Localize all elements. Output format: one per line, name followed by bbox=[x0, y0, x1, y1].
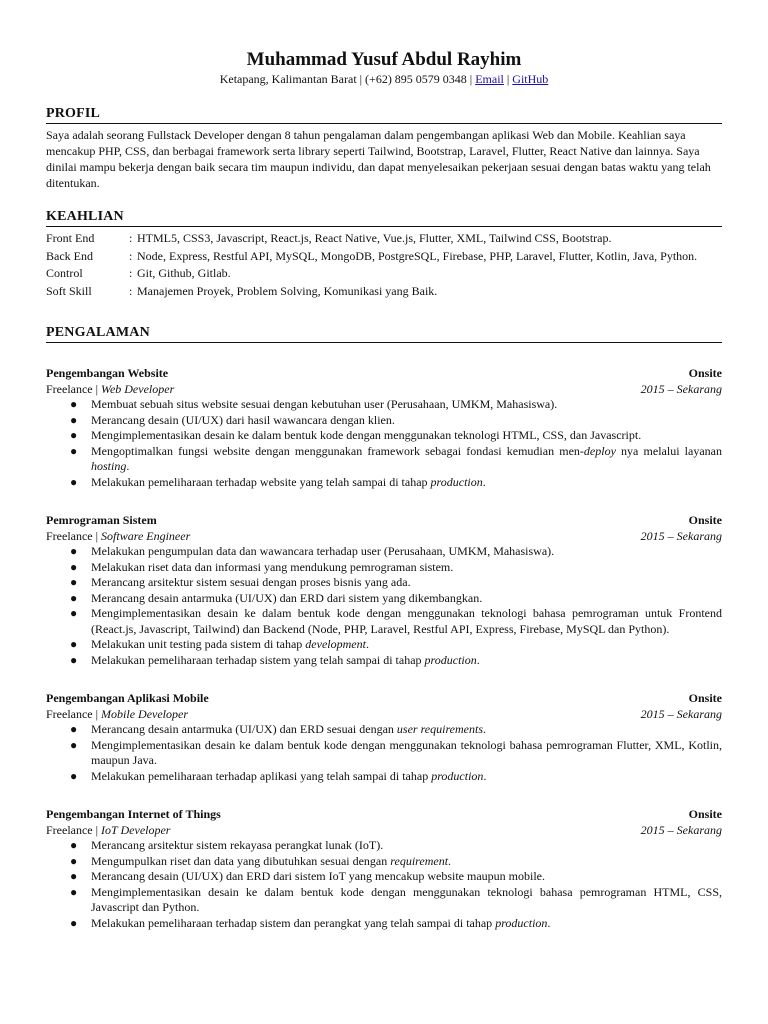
bullet-text: production bbox=[430, 474, 483, 489]
section-heading-pengalaman: PENGALAMAN bbox=[46, 324, 722, 343]
bullet-text: Mengoptimalkan fungsi website dengan menggunakan framework sebagai fondasi kemudian men- bbox=[91, 443, 584, 458]
bullet-item bbox=[46, 885, 722, 916]
bullet-text: Mengumpulkan riset dan data yang dibutuhkan sesuai dengan bbox=[91, 853, 391, 868]
skill-category: Front End bbox=[46, 231, 95, 245]
bullet-text: . bbox=[483, 768, 487, 783]
bullet-dot: ● bbox=[70, 397, 78, 411]
job-location: Onsite bbox=[688, 366, 722, 380]
job-title: Pengembangan Internet of Things bbox=[46, 807, 221, 821]
skills-list bbox=[46, 230, 722, 299]
skill-values: Manajemen Proyek, Problem Solving, Komunikasi yang Baik. bbox=[137, 283, 438, 298]
job-period: 2015 – Sekarang bbox=[640, 823, 722, 837]
skill-category: Control bbox=[46, 266, 83, 280]
bullet-text: Melakukan pemeliharaan terhadap sistem yang telah sampai di tahap bbox=[91, 652, 425, 667]
job-title: Pemrograman Sistem bbox=[46, 513, 157, 527]
bullet-text: . bbox=[476, 652, 480, 667]
contact-line bbox=[0, 71, 768, 87]
bullet-item bbox=[46, 560, 722, 576]
skill-category: Back End bbox=[46, 248, 93, 263]
skill-values: HTML5, CSS3, Javascript, React.js, React Native, Vue.js, Flutter, XML, Tailwind CSS, Bootstrap. bbox=[137, 231, 612, 245]
bullet-text: nya melalui layanan bbox=[615, 443, 722, 458]
bullet-text: deploy bbox=[583, 443, 616, 458]
bullet-text: . bbox=[547, 915, 551, 930]
resume-body bbox=[46, 105, 722, 931]
bullet-item bbox=[46, 428, 722, 444]
skill-row bbox=[46, 230, 722, 247]
contact-separator: | bbox=[503, 72, 513, 86]
bullet-item bbox=[46, 397, 722, 413]
job-period: 2015 – Sekarang bbox=[640, 529, 722, 543]
bullet-dot: ● bbox=[70, 428, 78, 442]
bullet-text: Melakukan pengumpulan data dan wawancara terhadap user (Perusahaan, UMKM, Mahasiswa). bbox=[91, 544, 555, 558]
bullet-item bbox=[46, 475, 722, 491]
section-heading-keahlian: KEAHLIAN bbox=[46, 208, 722, 227]
resume-header bbox=[0, 0, 768, 87]
section-heading-profil: PROFIL bbox=[46, 105, 722, 124]
bullet-text: production bbox=[431, 768, 484, 783]
job-company: Freelance | bbox=[46, 382, 102, 396]
bullet-text: Merancang desain (UI/UX) dari hasil wawancara dengan klien. bbox=[91, 412, 395, 427]
skill-row bbox=[46, 283, 722, 300]
job-role: Mobile Developer bbox=[101, 707, 189, 721]
skill-colon: : bbox=[129, 283, 133, 298]
job-subheader bbox=[46, 822, 722, 838]
job-role: Software Engineer bbox=[101, 529, 191, 543]
bullet-dot: ● bbox=[70, 722, 78, 736]
job-bullets bbox=[46, 544, 722, 668]
experience-entry bbox=[46, 690, 722, 784]
profil-text: Saya adalah seorang Fullstack Developer dengan 8 tahun pengalaman dalam pengembangan aplikasi Web dan Mobile. Keahlian saya mencakup PHP, CSS, dan berbagai framework serta library seperti Tailwind, Bootstrap, Laravel, Flutter, React Native dan lainnya. Saya dinilai mampu bekerja dengan baik secara tim maupun individu, dan dapat menyelesaikan pekerjaan sesuai dengan batas waktu yang telah ditentukan. bbox=[46, 128, 711, 190]
job-bullets bbox=[46, 838, 722, 931]
job-header bbox=[46, 365, 722, 381]
skill-colon: : bbox=[129, 266, 133, 280]
bullet-dot: ● bbox=[70, 474, 78, 489]
bullet-dot: ● bbox=[70, 590, 78, 605]
bullet-text: Melakukan pemeliharaan terhadap website yang telah sampai di tahap bbox=[91, 474, 431, 489]
bullet-text: Merancang desain antarmuka (UI/UX) dan ERD dari sistem yang dikembangkan. bbox=[91, 590, 483, 605]
job-title: Pengembangan Aplikasi Mobile bbox=[46, 691, 209, 705]
bullet-dot: ● bbox=[70, 443, 78, 458]
bullet-text: hosting bbox=[91, 459, 127, 473]
bullet-dot: ● bbox=[70, 575, 78, 589]
skill-colon: : bbox=[129, 231, 133, 245]
experience-entry bbox=[46, 806, 722, 931]
github-link[interactable]: GitHub bbox=[512, 72, 549, 86]
job-header bbox=[46, 512, 722, 528]
bullet-dot: ● bbox=[70, 768, 78, 783]
bullet-dot: ● bbox=[70, 606, 78, 620]
bullet-item bbox=[46, 413, 722, 429]
skill-category: Soft Skill bbox=[46, 283, 92, 298]
bullet-text: Mengimplementasikan desain ke dalam bentuk kode dengan menggunakan teknologi HTML, CSS, dan Javascript. bbox=[91, 428, 642, 442]
job-role: Web Developer bbox=[101, 382, 175, 396]
bullet-text: Melakukan pemeliharaan terhadap sistem dan perangkat yang telah sampai di tahap bbox=[91, 915, 496, 930]
job-subheader bbox=[46, 381, 722, 397]
bullet-dot: ● bbox=[70, 559, 78, 574]
job-subheader bbox=[46, 706, 722, 722]
job-bullets bbox=[46, 397, 722, 490]
bullet-item bbox=[46, 606, 722, 637]
bullet-text: production bbox=[495, 915, 548, 930]
skill-row bbox=[46, 248, 722, 265]
skill-colon: : bbox=[129, 248, 133, 263]
job-company: Freelance | bbox=[46, 529, 102, 543]
bullet-item bbox=[46, 738, 722, 769]
bullet-item bbox=[46, 838, 722, 854]
bullet-text: . bbox=[483, 722, 487, 736]
bullet-dot: ● bbox=[70, 737, 78, 752]
job-location: Onsite bbox=[688, 513, 722, 527]
bullet-dot: ● bbox=[70, 412, 78, 427]
bullet-dot: ● bbox=[70, 838, 78, 852]
experience-entry bbox=[46, 512, 722, 668]
bullet-dot: ● bbox=[70, 853, 78, 868]
job-header bbox=[46, 690, 722, 706]
job-company: Freelance | bbox=[46, 707, 102, 721]
bullet-text: Mengimplementasikan desain ke dalam bentuk kode dengan menggunakan teknologi bahasa pemrograman HTML, CSS, Javascript dan Python. bbox=[91, 884, 722, 914]
job-role: IoT Developer bbox=[101, 823, 171, 837]
bullet-text: . bbox=[126, 459, 130, 473]
job-title: Pengembangan Website bbox=[46, 366, 169, 380]
skill-values: Node, Express, Restful API, MySQL, MongoDB, PostgreSQL, Firebase, PHP, Laravel, Flutter, Kotlin, Java, Python. bbox=[137, 248, 698, 263]
job-header bbox=[46, 806, 722, 822]
bullet-text: Merancang arsitektur sistem sesuai dengan proses bisnis yang ada. bbox=[91, 575, 411, 589]
bullet-text: Melakukan unit testing pada sistem di tahap bbox=[91, 637, 306, 651]
bullet-item bbox=[46, 575, 722, 591]
bullet-text: Membuat sebuah situs website sesuai dengan kebutuhan user (Perusahaan, UMKM, Mahasiswa). bbox=[91, 397, 558, 411]
bullet-text: production bbox=[424, 652, 477, 667]
bullet-dot: ● bbox=[70, 884, 78, 899]
bullet-text: requirement bbox=[390, 853, 449, 868]
job-location: Onsite bbox=[688, 691, 722, 705]
experience-entry bbox=[46, 365, 722, 490]
bullet-text: development bbox=[305, 637, 366, 651]
bullet-text: . bbox=[482, 474, 486, 489]
bullet-dot: ● bbox=[70, 637, 78, 651]
candidate-name: Muhammad Yusuf Abdul Rayhim bbox=[246, 49, 522, 70]
bullet-item bbox=[46, 591, 722, 607]
bullet-text: Melakukan riset data dan informasi yang mendukung pemrograman sistem. bbox=[91, 559, 454, 574]
bullet-text: Melakukan pemeliharaan terhadap aplikasi yang telah sampai di tahap bbox=[91, 768, 432, 783]
bullet-text: Merancang desain (UI/UX) dan ERD dari sistem IoT yang mencakup website maupun mobile. bbox=[91, 869, 545, 883]
bullet-item bbox=[46, 854, 722, 870]
bullet-text: . bbox=[448, 853, 452, 868]
bullet-text: Merancang arsitektur sistem rekayasa perangkat lunak (IoT). bbox=[91, 838, 384, 852]
experience-list bbox=[46, 365, 722, 931]
bullet-item bbox=[46, 869, 722, 885]
bullet-item bbox=[46, 637, 722, 653]
bullet-item bbox=[46, 653, 722, 669]
job-subheader bbox=[46, 528, 722, 544]
bullet-text: Mengimplementasikan desain ke dalam bentuk kode dengan menggunakan teknologi bahasa pemrograman untuk Frontend (React.js, Javascript, Tailwind) dan Backend (Node, PHP, Laravel, Restful API, Express, Firebase, MySQL dan Python). bbox=[91, 606, 722, 636]
bullet-item bbox=[46, 722, 722, 738]
bullet-dot: ● bbox=[70, 652, 78, 667]
email-link[interactable]: Email bbox=[475, 72, 504, 86]
bullet-text: user requirements bbox=[396, 722, 484, 736]
bullet-item bbox=[46, 544, 722, 560]
job-period: 2015 – Sekarang bbox=[640, 707, 722, 721]
bullet-item bbox=[46, 916, 722, 932]
bullet-dot: ● bbox=[70, 869, 78, 883]
job-period: 2015 – Sekarang bbox=[640, 382, 722, 396]
bullet-text: . bbox=[365, 637, 369, 651]
bullet-text: Mengimplementasikan desain ke dalam bentuk kode dengan menggunakan teknologi bahasa pemrograman Flutter, XML, Kotlin, maupun Java. bbox=[91, 737, 722, 767]
skill-values: Git, Github, Gitlab. bbox=[137, 266, 231, 280]
job-company-role bbox=[46, 706, 188, 722]
bullet-item bbox=[46, 769, 722, 785]
bullet-dot: ● bbox=[70, 544, 78, 558]
bullet-item bbox=[46, 444, 722, 475]
job-company-role bbox=[46, 381, 174, 397]
job-company-role bbox=[46, 822, 170, 838]
contact-text: Ketapang, Kalimantan Barat | (+62) 895 0579 0348 | bbox=[219, 72, 476, 86]
job-company: Freelance | bbox=[46, 823, 102, 837]
job-bullets bbox=[46, 722, 722, 784]
skill-row bbox=[46, 265, 722, 282]
bullet-text: Merancang desain antarmuka (UI/UX) dan ERD sesuai dengan bbox=[91, 722, 397, 736]
job-company-role bbox=[46, 528, 190, 544]
bullet-dot: ● bbox=[70, 915, 78, 930]
job-location: Onsite bbox=[688, 807, 722, 821]
